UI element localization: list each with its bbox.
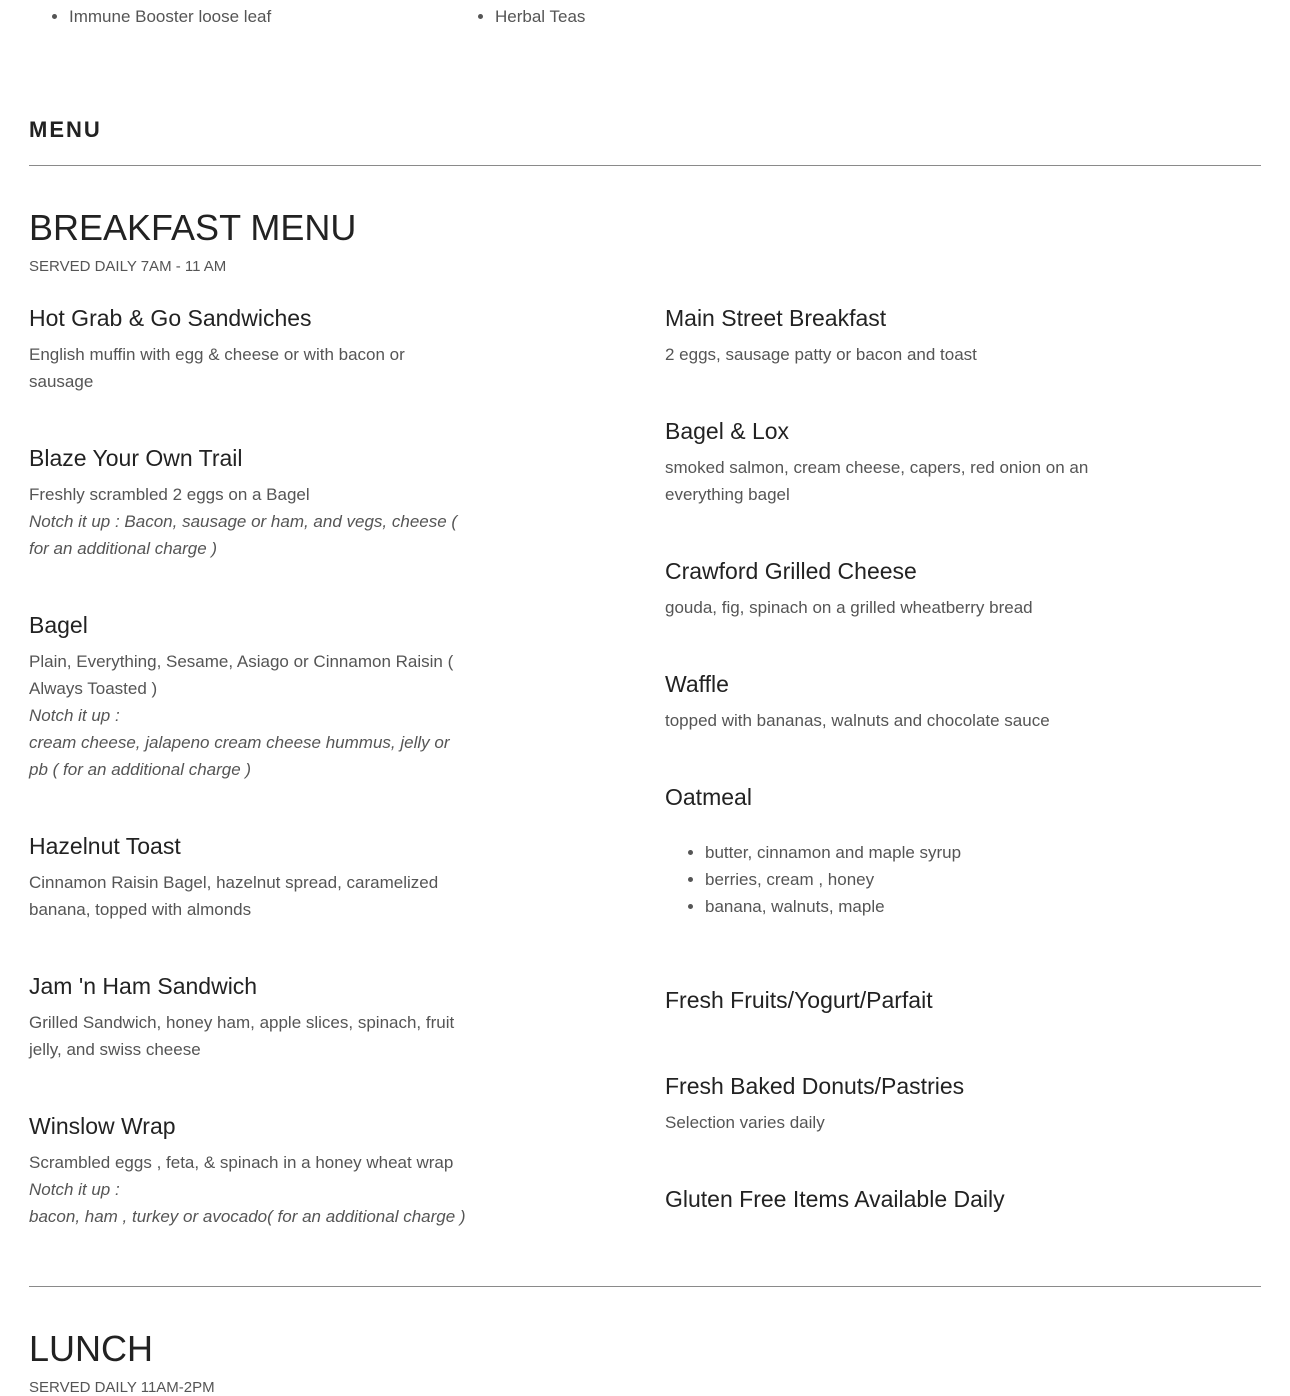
item-name: Main Street Breakfast: [665, 305, 887, 331]
menu-item-fresh-fruits: [665, 986, 1105, 1023]
item-description: topped with bananas, walnuts and chocolate sauce: [665, 711, 1050, 730]
item-note: Notch it up : Bacon, sausage or ham, and vegs, cheese ( for an additional charge ): [29, 512, 458, 558]
oatmeal-options: [665, 839, 1105, 920]
item-description: Grilled Sandwich, honey ham, apple slices, spinach, fruit jelly, and swiss cheese: [29, 1013, 455, 1059]
item-description: Selection varies daily: [665, 1113, 825, 1132]
item-name: Hot Grab & Go Sandwiches: [29, 305, 312, 331]
breakfast-title: BREAKFAST MENU: [29, 207, 357, 248]
item-description: English muffin with egg & cheese or with bacon or sausage: [29, 345, 405, 391]
list-item: • Immune Booster loose leaf: [69, 3, 271, 30]
tea-list-col2: [455, 0, 585, 30]
item-note: bacon, ham , turkey or avocado( for an additional charge ): [29, 1207, 466, 1226]
item-description: Freshly scrambled 2 eggs on a Bagel: [29, 485, 310, 504]
item-name: Jam 'n Ham Sandwich: [29, 973, 258, 999]
item-description: Cinnamon Raisin Bagel, hazelnut spread, caramelized banana, topped with almonds: [29, 873, 439, 919]
divider: [29, 1286, 1261, 1287]
lunch-title: LUNCH: [29, 1328, 154, 1369]
item-name: Blaze Your Own Trail: [29, 445, 243, 471]
item-name: Hazelnut Toast: [29, 833, 181, 859]
menu-item-winslow-wrap: [29, 1112, 469, 1230]
item-name: Winslow Wrap: [29, 1113, 176, 1139]
item-name: Gluten Free Items Available Daily: [665, 1186, 1005, 1212]
menu-item-blaze-your-own-trail: [29, 444, 469, 562]
menu-item-hot-grab-go: [29, 304, 469, 395]
list-item: • banana, walnuts, maple: [705, 893, 1105, 920]
tea-list-col1: [29, 0, 271, 30]
item-name: Fresh Baked Donuts/Pastries: [665, 1073, 965, 1099]
item-note: Notch it up :: [29, 1180, 120, 1199]
item-note: cream cheese, jalapeno cream cheese hummus, jelly or pb ( for an additional charge ): [29, 733, 450, 779]
lunch-hours: SERVED DAILY 11AM-2PM: [29, 1379, 215, 1396]
item-name: Bagel: [29, 612, 88, 638]
menu-item-waffle: [665, 670, 1105, 734]
item-note: Notch it up :: [29, 706, 120, 725]
item-name: Waffle: [665, 671, 729, 697]
tea-list-col3: [881, 0, 979, 3]
menu-item-bagel: [29, 611, 469, 783]
menu-item-jam-n-ham: [29, 972, 469, 1063]
list-item: [921, 0, 979, 3]
item-name: Fresh Fruits/Yogurt/Parfait: [665, 987, 933, 1013]
menu-item-bagel-lox: [665, 417, 1105, 508]
item-name: Bagel & Lox: [665, 418, 790, 444]
menu-item-main-street-breakfast: [665, 304, 1105, 368]
divider: [29, 165, 1261, 166]
list-item: • berries, cream , honey: [705, 866, 1105, 893]
menu-heading: MENU: [29, 117, 102, 142]
menu-item-donuts-pastries: [665, 1072, 1105, 1136]
top-lists: [0, 0, 1290, 60]
item-name: Oatmeal: [665, 784, 752, 810]
list-item: • butter, cinnamon and maple syrup: [705, 839, 1105, 866]
item-description: Plain, Everything, Sesame, Asiago or Cinnamon Raisin ( Always Toasted ): [29, 652, 454, 698]
list-item: • Herbal Teas: [495, 3, 585, 30]
breakfast-hours: SERVED DAILY 7AM - 11 AM: [29, 258, 227, 275]
item-name: Crawford Grilled Cheese: [665, 558, 917, 584]
menu-item-hazelnut-toast: [29, 832, 469, 923]
menu-item-oatmeal: [665, 783, 1105, 920]
item-description: Scrambled eggs , feta, & spinach in a honey wheat wrap: [29, 1153, 454, 1172]
item-description: smoked salmon, cream cheese, capers, red onion on an everything bagel: [665, 458, 1089, 504]
item-description: gouda, fig, spinach on a grilled wheatberry bread: [665, 598, 1033, 617]
item-description: 2 eggs, sausage patty or bacon and toast: [665, 345, 977, 364]
menu-item-crawford-grilled-cheese: [665, 557, 1105, 621]
menu-item-gluten-free: [665, 1185, 1105, 1222]
